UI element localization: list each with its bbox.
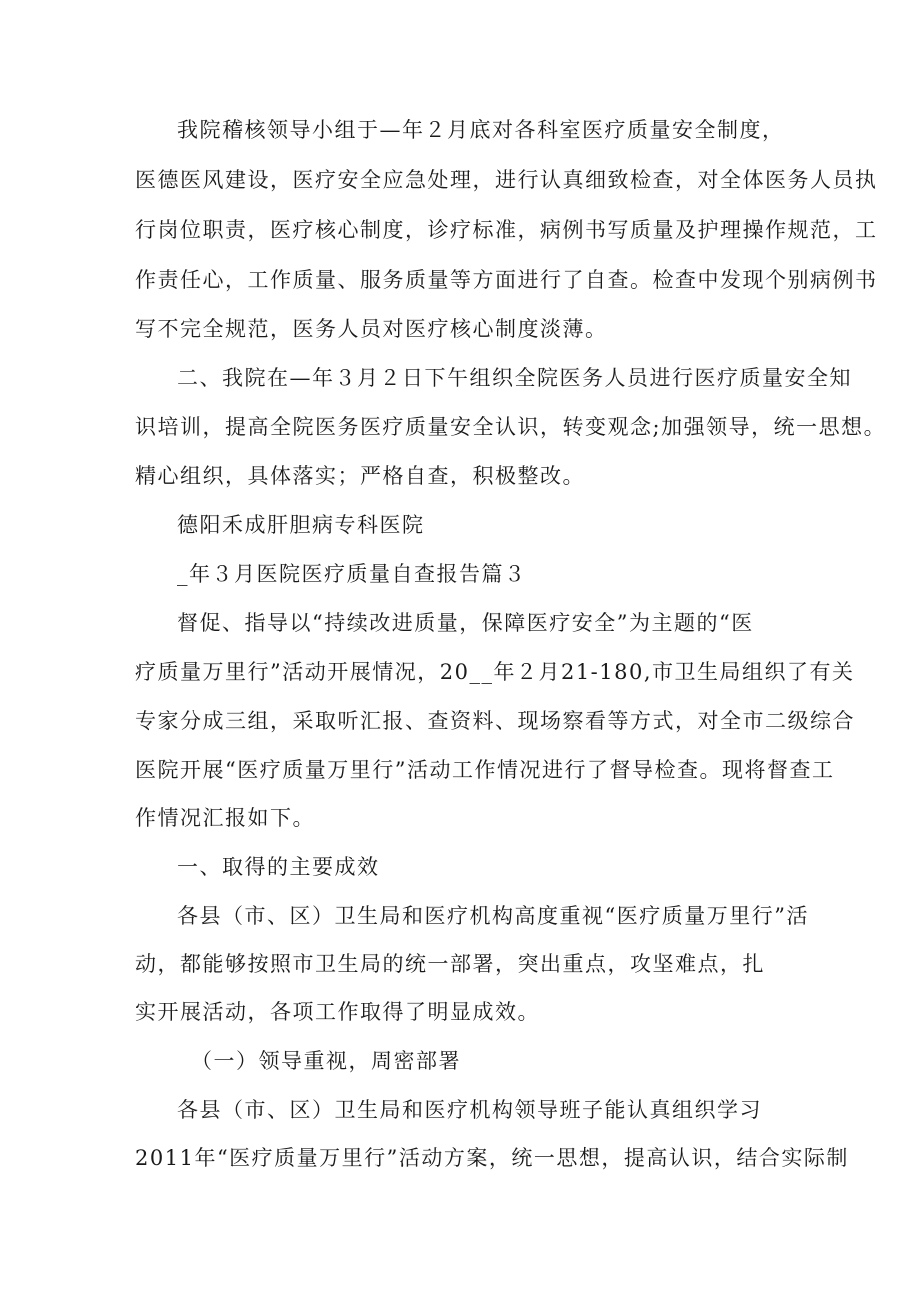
text-line: 2011年“医疗质量万里行”活动方案，统一思想，提高认识，结合实际制	[135, 1146, 849, 1170]
text-line: 疗质量万里行”活动开展情况，20__年２月21-180,市卫生局组织了有关	[135, 660, 855, 684]
text-line: 医德医风建设，医疗安全应急处理，进行认真细致检查，对全体医务人员执	[135, 168, 878, 192]
text-line: 专家分成三组，采取听汇报、查资料、现场察看等方式，对全市二级综合	[135, 709, 855, 733]
text-line: 医院开展“医疗质量万里行”活动工作情况进行了督导检查。现将督查工	[135, 758, 835, 782]
text-line: （一）领导重视，周密部署	[191, 1049, 461, 1073]
text-line: 行岗位职责，医疗核心制度，诊疗标准，病例书写质量及护理操作规范，工	[135, 218, 878, 242]
text-line: 督促、指导以“持续改进质量，保障医疗安全”为主题的“医	[177, 611, 754, 635]
text-line: 精心组织，具体落实；严格自查，积极整改。	[135, 464, 585, 488]
text-line: 德阳禾成肝胆病专科医院	[177, 513, 425, 537]
text-line: 识培训，提高全院医务医疗质量安全认识，转变观念;加强领导，统一思想。	[135, 415, 887, 439]
text-line: 实开展活动，各项工作取得了明显成效。	[135, 1000, 540, 1024]
text-line: 动，都能够按照市卫生局的统一部署，突出重点，攻坚难点，扎	[135, 952, 765, 976]
text-line: 二、我院在—年３月２日下午组织全院医务人员进行医疗质量安全知	[177, 366, 852, 390]
text-line: 作责任心，工作质量、服务质量等方面进行了自查。检查中发现个别病例书	[135, 268, 878, 292]
text-line: 各县（市、区）卫生局和医疗机构领导班子能认真组织学习	[177, 1098, 762, 1122]
text-line: 我院稽核领导小组于—年２月底对各科室医疗质量安全制度，	[177, 118, 785, 142]
text-line: _年３月医院医疗质量自查报告篇３	[177, 562, 527, 586]
text-line: 作情况汇报如下。	[135, 806, 315, 830]
text-line: 一、取得的主要成效	[177, 855, 380, 879]
text-line: 各县（市、区）卫生局和医疗机构高度重视“医疗质量万里行”活	[177, 904, 809, 928]
text-line: 写不完全规范，医务人员对医疗核心制度淡薄。	[135, 317, 608, 341]
